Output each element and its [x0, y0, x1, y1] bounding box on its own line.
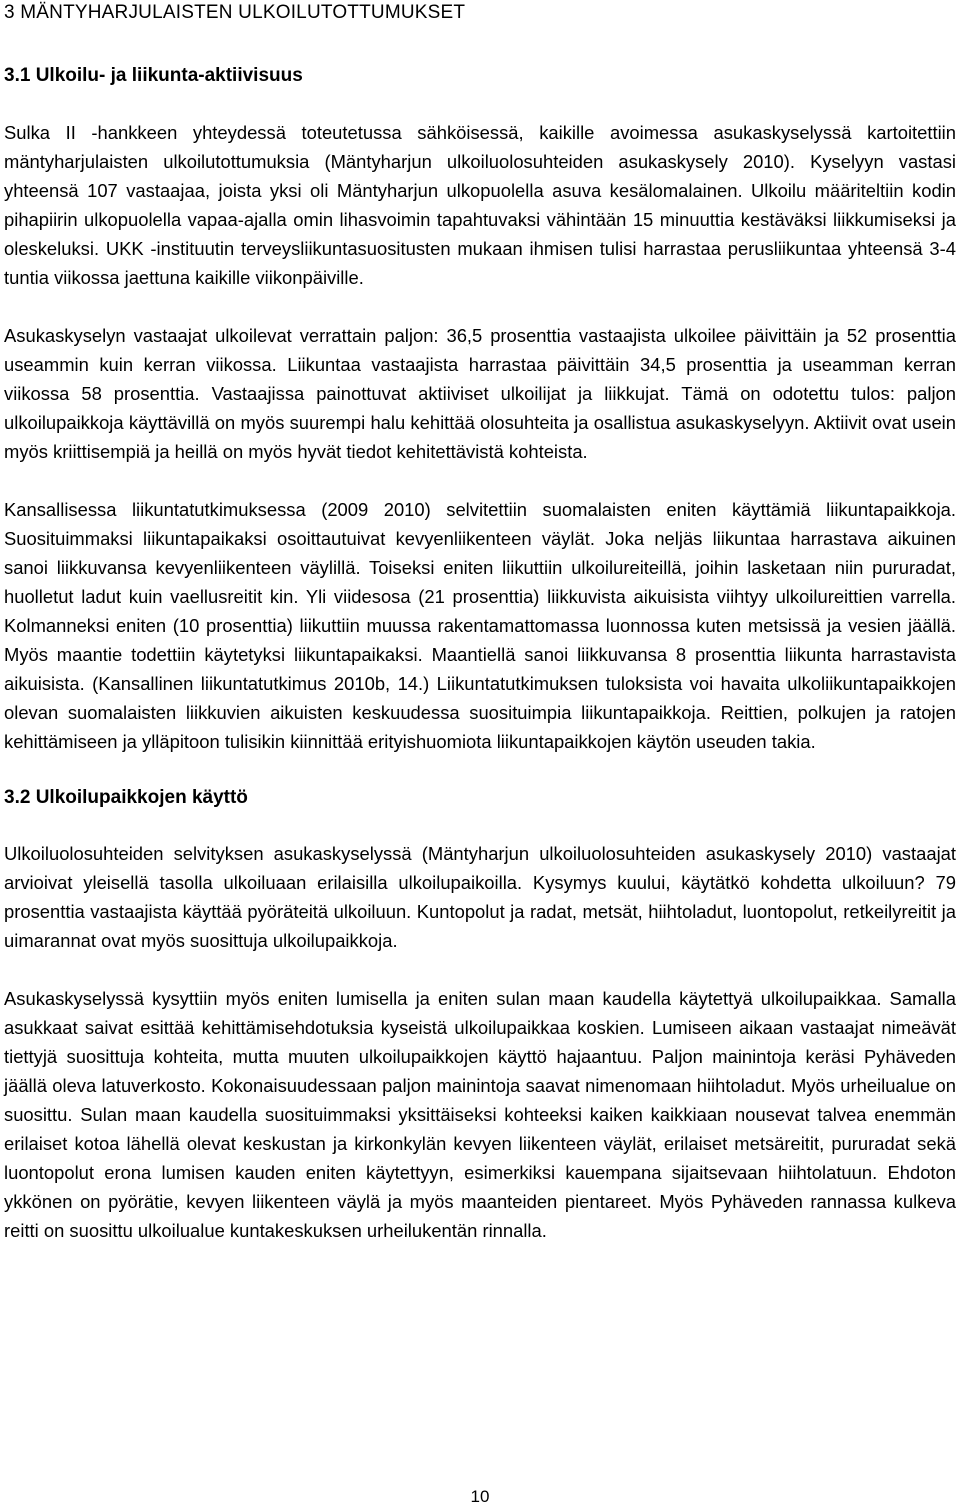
page-number: 10: [470, 1487, 490, 1506]
body-paragraph: Kansallisessa liikuntatutkimuksessa (2009 2010) selvitettiin suomalaisten eniten käyttämiä liikuntapaikkoja. Suosituimmaksi liikuntapaikaksi osoittautuivat kevyenliikenteen väylät. Joka neljäs liikuntaa harrastava aikuinen sanoi liikkuvansa kevyenliikenteen väylillä. Toiseksi eniten liikuttiin ulkoilureiteillä, joihin lasketaan niin pururadat, huolletut ladut kuin vaellusreitit kin. Yli viidesosa (21 prosenttia) liikkuvista aikuisista viihtyy ulkoilureittien varrella. Kolmanneksi eniten (10 prosenttia) liikuttiin muussa rakentamattomassa luonnossa kuten metsissä ja vesien jäällä. Myös maantie todettiin käytetyksi liikuntapaikaksi. Maantiellä sanoi liikkuvansa 8 prosenttia liikunta harrastavista aikuisista. (Kansallinen liikuntatutkimus 2010b, 14.) Liikuntatutkimuksen tuloksista voi havaita ulkoliikuntapaikkojen olevan suomalaisten liikkuvien aikuisten keskuudessa suosituimpia liikuntapaikkoja. Reittien, polkujen ja ratojen kehittämiseen ja ylläpitoon tulisikin kiinnittää erityishuomiota liikuntapaikkojen käytön useuden takia.: [4, 499, 956, 752]
section-3-2: [4, 786, 956, 1245]
document-page: [4, 0, 956, 1245]
chapter-heading: 3 MÄNTYHARJULAISTEN ULKOILUTOTTUMUKSET: [4, 2, 466, 23]
body-paragraph: Sulka II -hankkeen yhteydessä toteutetussa sähköisessä, kaikille avoimessa asukaskyselyssä kartoitettiin mäntyharjulaisten ulkoilutottumuksia (Mäntyharjun ulkoiluolosuhteiden asukaskysely 2010). Kyselyyn vastasi yhteensä 107 vastaajaa, joista yksi oli Mäntyharjun ulkopuolella asuva kesälomalainen. Ulkoilu määriteltiin kodin pihapiirin ulkopuolella vapaa-ajalla omin lihasvoimin tapahtuvaksi vähintään 15 minuuttia kestäväksi liikkumiseksi ja oleskeluksi. UKK -instituutin terveysliikuntasuositusten mukaan ihmisen tulisi harrastaa perusliikuntaa yhteensä 3-4 tuntia viikossa jaettuna kaikille viikonpäiville.: [4, 122, 956, 288]
section-heading: 3.1 Ulkoilu- ja liikunta-aktiivisuus: [4, 65, 303, 86]
section-heading: 3.2 Ulkoilupaikkojen käyttö: [4, 787, 248, 808]
body-paragraph: Asukaskyselyssä kysyttiin myös eniten lumisella ja eniten sulan maan kaudella käytettyä ulkoilupaikkaa. Samalla asukkaat saivat esittää kehittämisehdotuksia kyseistä ulkoilupaikkaa koskien. Lumiseen aikaan vastaajat nimeävät tiettyjä suosittuja kohteita, mutta muuten ulkoilupaikkojen käyttö hajaantuu. Paljon mainintoja keräsi Pyhäveden jäällä oleva latuverkosto. Kokonaisuudessaan paljon mainintoja saavat nimenomaan hiihtoladut. Myös urheilualue on suosittu. Sulan maan kaudella suosituimmaksi yksittäiseksi kohteeksi kaiken kaikkiaan nousevat talvea enemmän erilaiset kotoa lähellä olevat keskustan ja kirkonkylän kevyen liikenteen väylät, erilaiset metsäreitit, pururadat sekä luontopolut erona lumisen kauden eniten käytettyyn, esimerkiksi kauempana sijaitsevaan hiihtolatuun. Ehdoton ykkönen on pyörätie, kevyen liikenteen väylä ja myös maanteiden pientareet. Myös Pyhäveden rannassa kulkeva reitti on suosittu ulkoilualue kuntakeskuksen urheilukentän rinnalla.: [4, 988, 956, 1241]
section-3-1: [4, 64, 956, 756]
body-paragraph: Asukaskyselyn vastaajat ulkoilevat verrattain paljon: 36,5 prosenttia vastaajista ulkoilee päivittäin ja 52 prosenttia useammin kuin kerran viikossa. Liikuntaa vastaajista harrastaa päivittäin 34,5 prosenttia ja useamman kerran viikossa 58 prosenttia. Vastaajissa painottuvat aktiiviset ulkoilijat ja liikkujat. Tämä on odotettu tulos: paljon ulkoilupaikkoja käyttävillä on myös suurempi halu kehittää olosuhteita ja osallistua asukaskyselyyn. Aktiivit ovat usein myös kriittisempiä ja heillä on myös hyvät tiedot kehitettävistä kohteista.: [4, 325, 956, 462]
body-paragraph: Ulkoiluolosuhteiden selvityksen asukaskyselyssä (Mäntyharjun ulkoiluolosuhteiden asukaskysely 2010) vastaajat arvioivat yleisellä tasolla ulkoiluaan erilaisilla ulkoilupaikoilla. Kysymys kuului, käytätkö kohdetta ulkoiluun? 79 prosenttia vastaajista käyttää pyöräteitä ulkoiluun. Kuntopolut ja radat, metsät, hiihtoladut, luontopolut, retkeilyreitit ja uimarannat ovat myös suosittuja ulkoilupaikkoja.: [4, 843, 956, 951]
